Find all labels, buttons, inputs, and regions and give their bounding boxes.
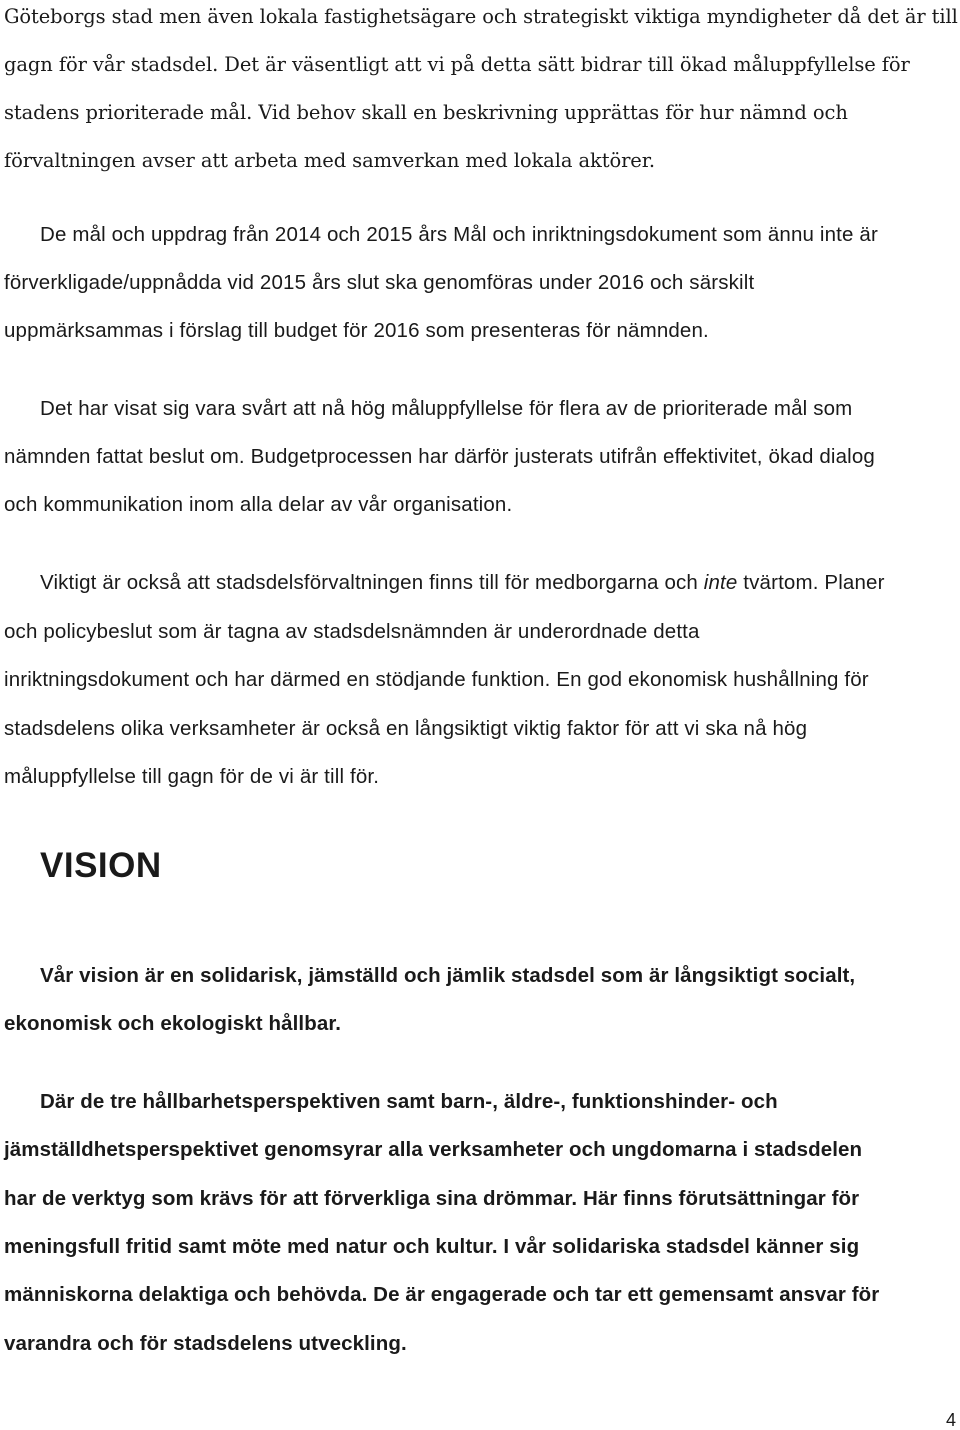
vision-detail-line-1: Där de tre hållbarhetsperspektiven samt barn-, äldre-, funktionshinder- och <box>40 1090 778 1113</box>
page-number: 4 <box>945 1410 956 1430</box>
citizens-line-5: måluppfyllelse till gagn för de vi är till för. <box>4 765 380 788</box>
budget-line-2: nämnden fattat beslut om. Budgetprocessen har därför justerats utifrån effektivitet, ökad dialog <box>4 445 875 468</box>
intro-line-2: gagn för vår stadsdel. Det är väsentligt att vi på detta sätt bidrar till ökad måluppfyllelse för <box>4 53 910 76</box>
vision-statement-line-1: Vår vision är en solidarisk, jämställd och jämlik stadsdel som är långsiktigt socialt, <box>40 964 856 987</box>
goals-line-1: De mål och uppdrag från 2014 och 2015 års Mål och inriktningsdokument som ännu inte är <box>40 223 878 246</box>
intro-line-4: förvaltningen avser att arbeta med samverkan med lokala aktörer. <box>4 149 655 172</box>
citizens-line-1 <box>40 570 885 596</box>
intro-line-1: Göteborgs stad men även lokala fastighetsägare och strategiskt viktiga myndigheter då det är till <box>4 5 958 28</box>
vision-detail-line-6: varandra och för stadsdelens utveckling. <box>4 1332 407 1355</box>
vision-statement-line-2: ekonomisk och ekologiskt hållbar. <box>4 1012 342 1035</box>
goals-line-2: förverkligade/uppnådda vid 2015 års slut ska genomföras under 2016 och särskilt <box>4 271 755 294</box>
citizens-line-1-end: tvärtom. Planer <box>737 571 885 594</box>
budget-line-1: Det har visat sig vara svårt att nå hög måluppfyllelse för flera av de prioriterade mål som <box>40 397 853 420</box>
vision-detail-line-2: jämställdhetsperspektivet genomsyrar alla verksamheter och ungdomarna i stadsdelen <box>4 1138 863 1161</box>
vision-detail-line-3: har de verktyg som krävs för att förverkliga sina drömmar. Här finns förutsättningar för <box>4 1187 860 1210</box>
vision-detail-line-4: meningsfull fritid samt möte med natur och kultur. I vår solidariska stadsdel känner sig <box>4 1235 860 1258</box>
intro-line-3: stadens prioriterade mål. Vid behov skall en beskrivning upprättas för hur nämnd och <box>4 101 848 124</box>
citizens-line-1-italic: inte <box>703 571 738 594</box>
vision-heading: VISION <box>40 846 162 885</box>
citizens-line-4: stadsdelens olika verksamheter är också en långsiktigt viktig faktor för att vi ska nå hög <box>4 717 808 740</box>
budget-line-3: och kommunikation inom alla delar av vår organisation. <box>4 493 513 516</box>
vision-detail-line-5: människorna delaktiga och behövda. De är engagerade och tar ett gemensamt ansvar för <box>4 1283 880 1306</box>
citizens-line-3: inriktningsdokument och har därmed en stödjande funktion. En god ekonomisk hushållning för <box>4 668 869 691</box>
citizens-line-2: och policybeslut som är tagna av stadsdelsnämnden är underordnade detta <box>4 620 700 643</box>
goals-line-3: uppmärksammas i förslag till budget för 2016 som presenteras för nämnden. <box>4 319 709 342</box>
citizens-line-1-start: Viktigt är också att stadsdelsförvaltningen finns till för medborgarna och <box>40 571 704 594</box>
